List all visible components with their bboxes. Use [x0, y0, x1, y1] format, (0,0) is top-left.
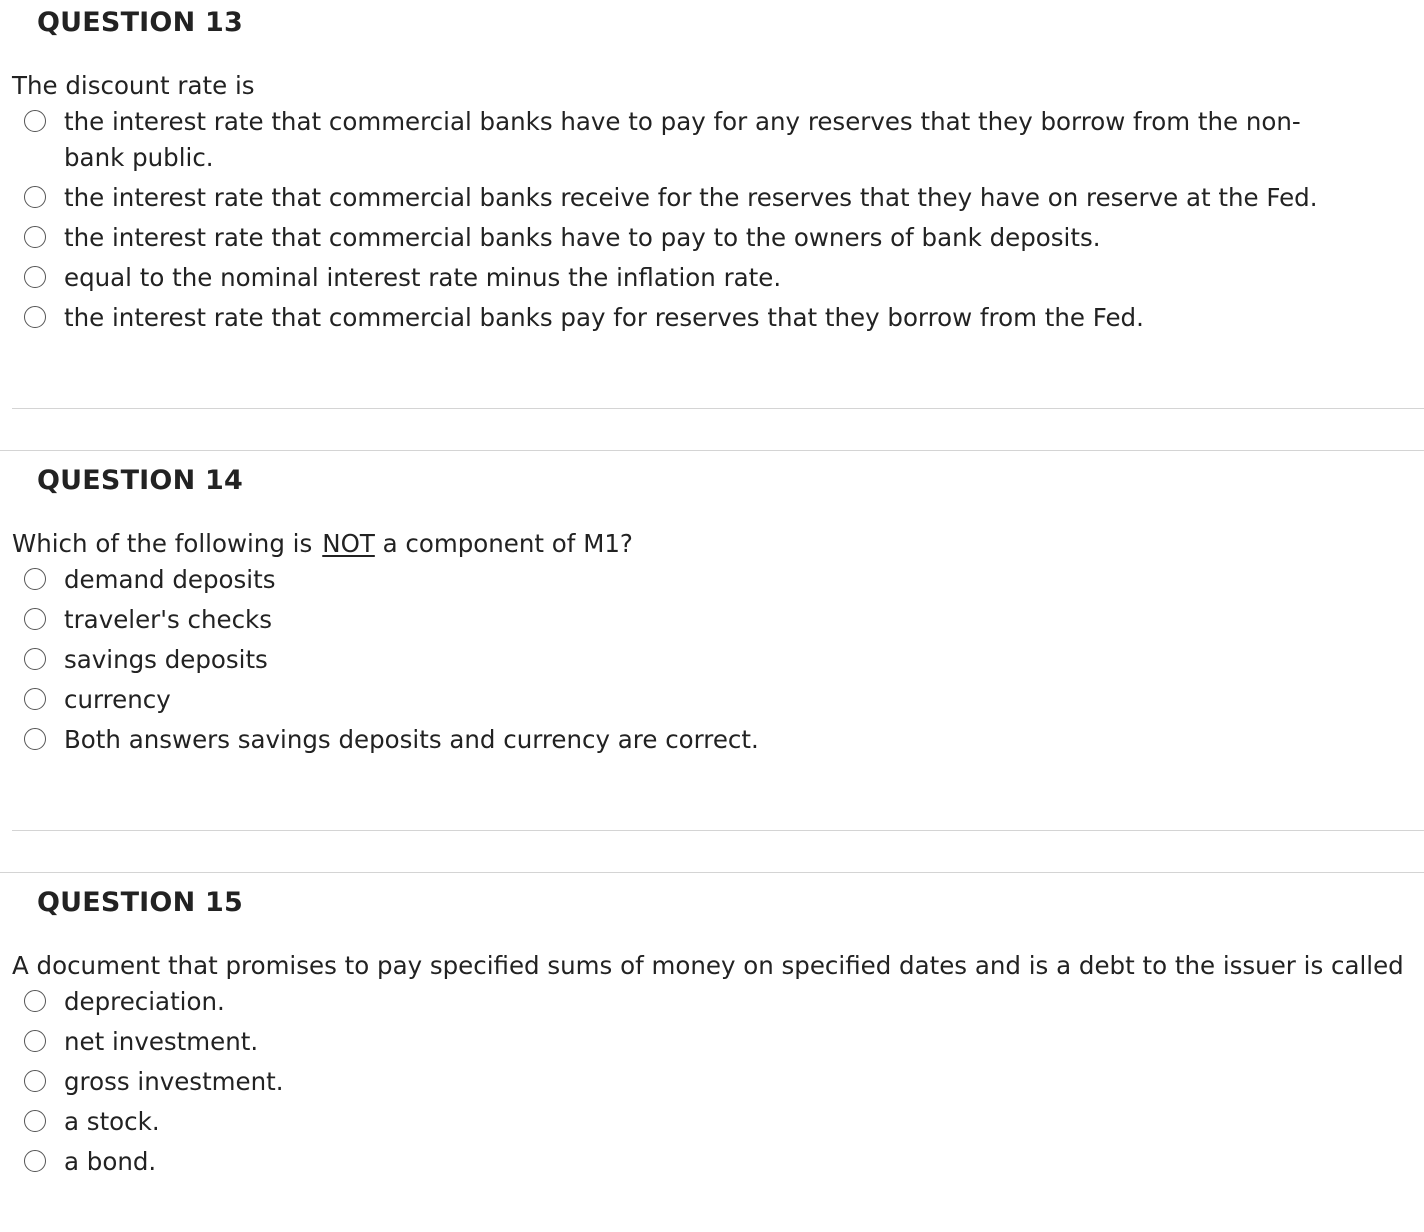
- option-label: the interest rate that commercial banks have to pay to the owners of bank deposits.: [64, 223, 1101, 252]
- option-label: currency: [64, 685, 171, 714]
- question-15-option-4[interactable]: [24, 1104, 1364, 1140]
- radio-button[interactable]: [24, 226, 46, 248]
- prompt-text: Which of the following is: [12, 529, 313, 558]
- question-14-prompt: [12, 528, 633, 560]
- question-15-title: QUESTION 15: [37, 887, 243, 918]
- option-label: the interest rate that commercial banks have to pay for any reserves that they borrow from the non-bank public.: [64, 107, 1301, 172]
- question-15-option-1[interactable]: [24, 984, 1364, 1020]
- radio-button[interactable]: [24, 990, 46, 1012]
- radio-button[interactable]: [24, 688, 46, 710]
- question-separator: [0, 872, 1424, 873]
- option-label: traveler's checks: [64, 605, 272, 634]
- question-15-option-2[interactable]: [24, 1024, 1364, 1060]
- radio-button[interactable]: [24, 568, 46, 590]
- radio-button[interactable]: [24, 608, 46, 630]
- radio-button[interactable]: [24, 306, 46, 328]
- option-label: the interest rate that commercial banks pay for reserves that they borrow from the Fed.: [64, 303, 1144, 332]
- option-label: Both answers savings deposits and currency are correct.: [64, 725, 759, 754]
- option-label: a stock.: [64, 1107, 160, 1136]
- radio-button[interactable]: [24, 186, 46, 208]
- radio-button[interactable]: [24, 1070, 46, 1092]
- radio-button[interactable]: [24, 266, 46, 288]
- option-label: a bond.: [64, 1147, 157, 1176]
- question-13-option-2[interactable]: [24, 180, 1364, 216]
- option-label: savings deposits: [64, 645, 268, 674]
- prompt-text-after: a component of M1?: [374, 529, 633, 558]
- prompt-emphasis: NOT: [322, 529, 375, 558]
- option-label: net investment.: [64, 1027, 259, 1056]
- question-13-prompt: The discount rate is: [12, 71, 255, 100]
- option-label: gross investment.: [64, 1067, 284, 1096]
- radio-button[interactable]: [24, 110, 46, 132]
- question-13-option-5[interactable]: [24, 300, 1364, 336]
- option-label: equal to the nominal interest rate minus the inflation rate.: [64, 263, 782, 292]
- question-13-option-3[interactable]: [24, 220, 1364, 256]
- question-14-option-5[interactable]: [24, 722, 1364, 758]
- radio-button[interactable]: [24, 728, 46, 750]
- question-13-option-4[interactable]: [24, 260, 1364, 296]
- question-14-option-4[interactable]: [24, 682, 1364, 718]
- question-14-title: QUESTION 14: [37, 465, 243, 496]
- question-separator: [0, 450, 1424, 451]
- option-label: depreciation.: [64, 987, 225, 1016]
- question-15-option-5[interactable]: [24, 1144, 1364, 1180]
- option-label: demand deposits: [64, 565, 276, 594]
- question-14-option-2[interactable]: [24, 602, 1364, 638]
- question-13-title: QUESTION 13: [37, 7, 243, 38]
- question-14-option-3[interactable]: [24, 642, 1364, 678]
- question-15-option-3[interactable]: [24, 1064, 1364, 1100]
- radio-button[interactable]: [24, 1030, 46, 1052]
- question-divider: [12, 408, 1424, 409]
- question-13-option-1[interactable]: [24, 104, 1364, 176]
- question-15-prompt: A document that promises to pay specified sums of money on specified dates and is a debt to the issuer is called: [12, 951, 1404, 980]
- option-label: the interest rate that commercial banks receive for the reserves that they have on reserve at the Fed.: [64, 183, 1318, 212]
- radio-button[interactable]: [24, 648, 46, 670]
- question-14-option-1[interactable]: [24, 562, 1364, 598]
- radio-button[interactable]: [24, 1110, 46, 1132]
- question-divider: [12, 830, 1424, 831]
- radio-button[interactable]: [24, 1150, 46, 1172]
